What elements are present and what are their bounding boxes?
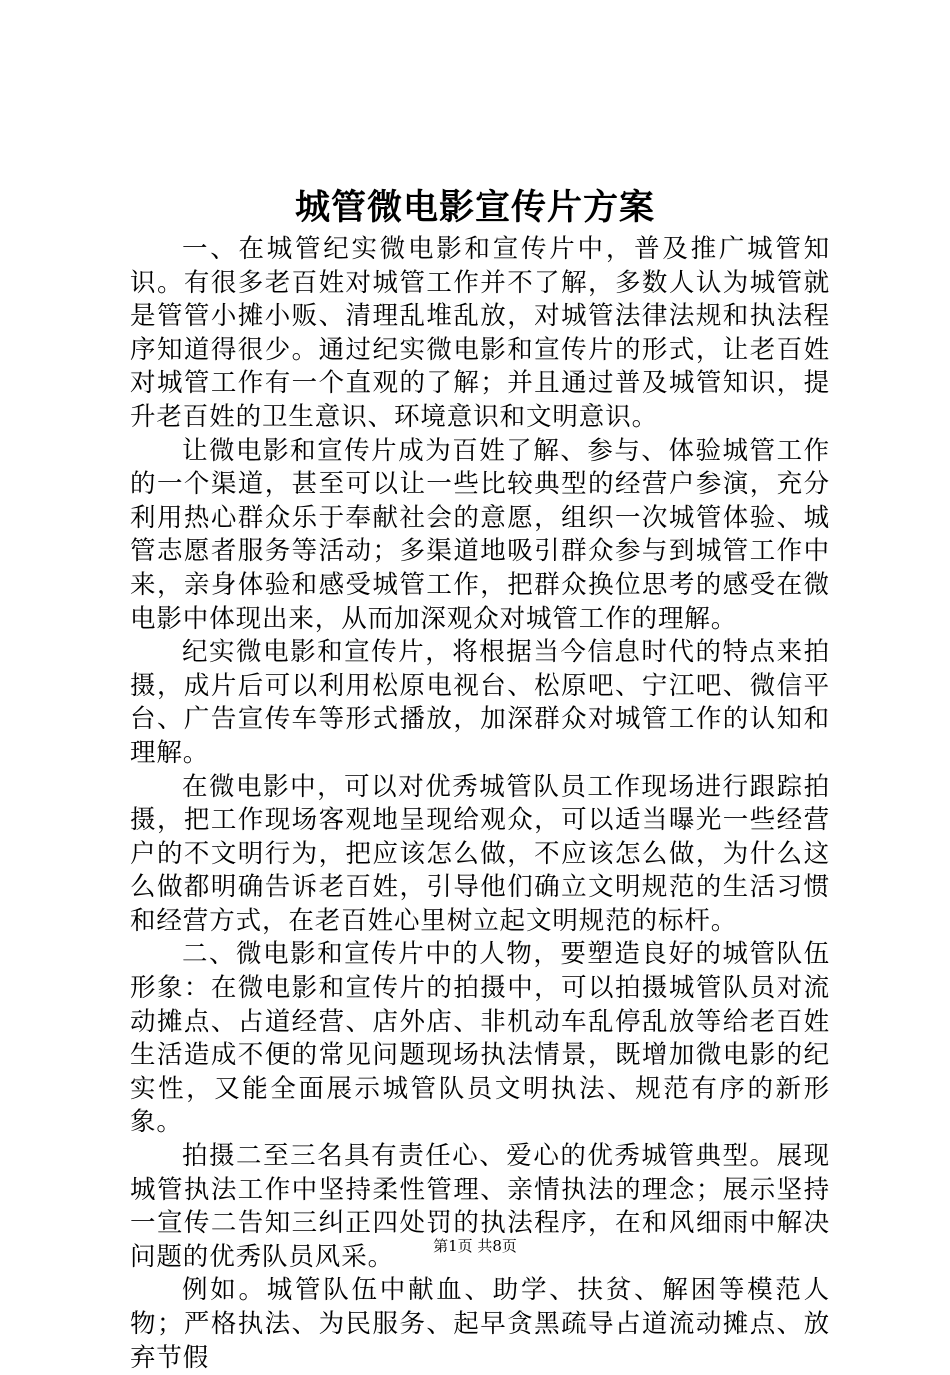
paragraph: 一、在城管纪实微电影和宣传片中，普及推广城管知识。有很多老百姓对城管工作并不了解，多数人认为城管就是管管小摊小贩、清理乱堆乱放，对城管法律法规和执法程序知道得很少。通过纪实微电影和宣传片的形式，让老百姓对城管工作有一个直观的了解；并且通过普及城管知识，提升老百姓的卫生意识、环境意识和文明意识。	[130, 234, 830, 432]
paragraph: 拍摄二至三名具有责任心、爱心的优秀城管典型。展现城管执法工作中坚持柔性管理、亲情执法的理念；展示坚持一宣传二告知三纠正四处罚的执法程序，在和风细雨中解决问题的优秀队员风采。	[130, 1141, 830, 1272]
paragraph: 让微电影和宣传片成为百姓了解、参与、体验城管工作的一个渠道，甚至可以让一些比较典型的经营户参演，充分利用热心群众乐于奉献社会的意愿，组织一次城管体验、城管志愿者服务等活动；多渠道地吸引群众参与到城管工作中来，亲身体验和感受城管工作，把群众换位思考的感受在微电影中体现出来，从而加深观众对城管工作的理解。	[130, 435, 830, 634]
page-footer: 第1页 共8页	[433, 1237, 517, 1255]
document-title: 城管微电影宣传片方案	[294, 187, 655, 228]
paragraph: 二、微电影和宣传片中的人物，要塑造良好的城管队伍形象：在微电影和宣传片的拍摄中，可以拍摄城管队员对流动摊点、占道经营、店外店、非机动车乱停乱放等给老百姓生活造成不便的常见问题现场执法情景，既增加微电影的纪实性，又能全面展示城管队员文明执法、规范有序的新形象。	[130, 939, 830, 1138]
paragraph: 在微电影中，可以对优秀城管队员工作现场进行跟踪拍摄，把工作现场客观地呈现给观众，可以适当曝光一些经营户的不文明行为，把应该怎么做，不应该怎么做，为什么这么做都明确告诉老百姓，引导他们确立文明规范的生活习惯和经营方式，在老百姓心里树立起文明规范的标杆。	[130, 771, 830, 936]
document-body	[130, 233, 830, 1375]
paragraph: 纪实微电影和宣传片，将根据当今信息时代的特点来拍摄，成片后可以利用松原电视台、松原吧、宁江吧、微信平台、广告宣传车等形式播放，加深群众对城管工作的认知和理解。	[130, 637, 830, 768]
paragraph: 例如。城管队伍中献血、助学、扶贫、解困等模范人物；严格执法、为民服务、起早贪黑疏导占道流动摊点、放弃节假	[130, 1275, 830, 1373]
